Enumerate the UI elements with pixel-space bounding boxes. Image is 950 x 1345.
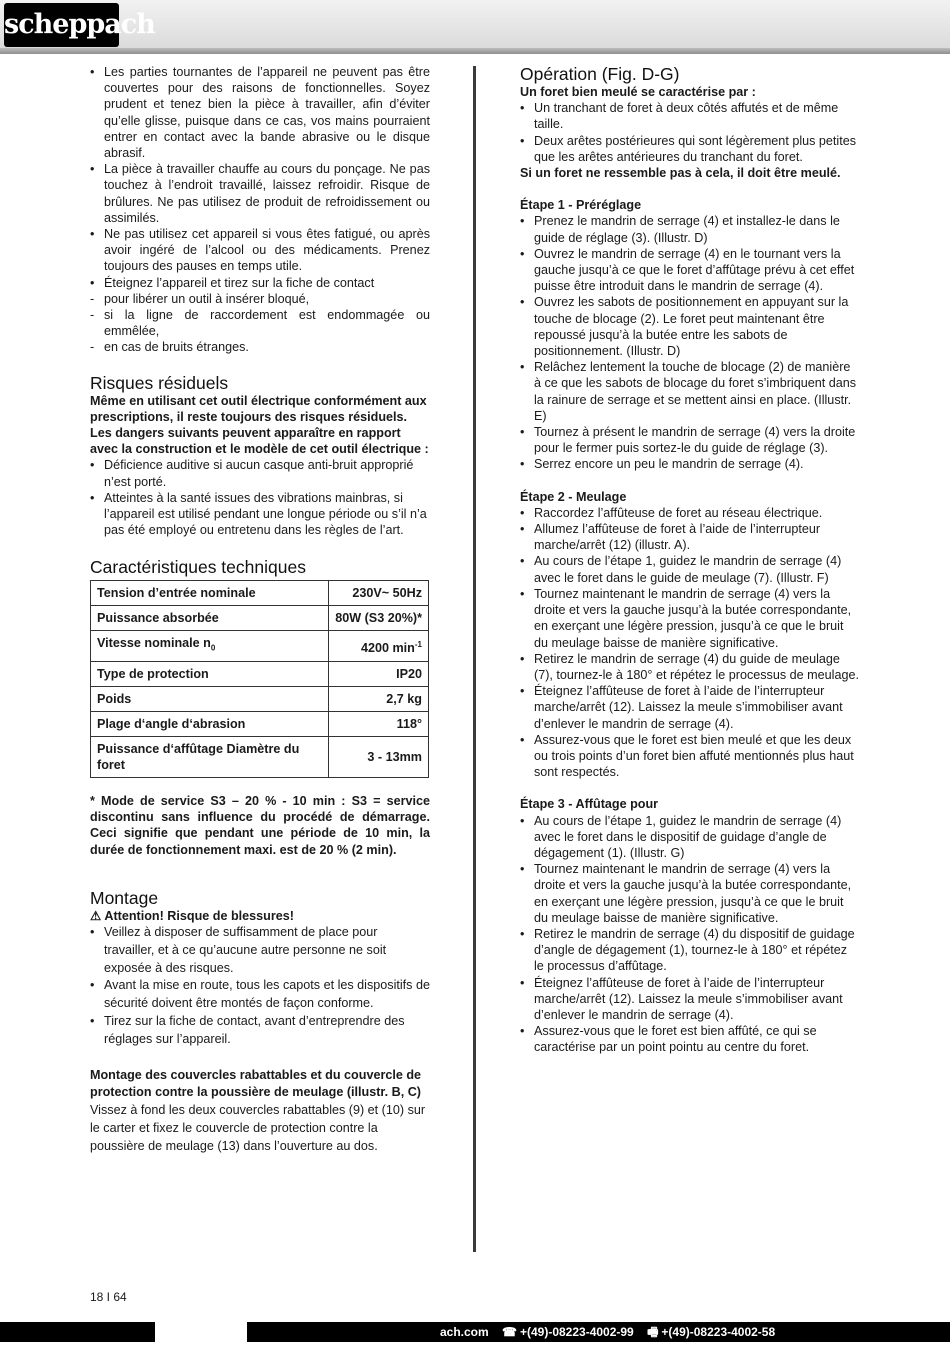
spec-value-text: 4200 min <box>360 640 415 655</box>
list-item <box>90 161 430 226</box>
spec-label-text: Puissance absorbée <box>97 611 219 626</box>
operation-list <box>520 100 860 165</box>
operation-heading: Opération (Fig. D-G) <box>520 64 680 84</box>
spec-value <box>329 631 429 662</box>
bullet-marker: • <box>520 813 525 828</box>
list-item <box>90 307 430 339</box>
spec-value <box>329 606 429 631</box>
spec-label <box>91 581 329 606</box>
list-item <box>520 456 860 472</box>
list-item <box>90 226 430 275</box>
list-item <box>520 133 860 165</box>
spec-label <box>91 662 329 687</box>
montage-subheading: Montage des couvercles rabattables et du couvercle de protection contre la poussière de meulage (illustr. B, C) <box>90 1067 422 1100</box>
bullet-marker: • <box>520 133 525 148</box>
step-list <box>520 213 860 472</box>
list-item-text: Prenez le mandrin de serrage (4) et installez-le dans le guide de réglage (3). (Illustr. D) <box>534 214 840 245</box>
bullet-marker: • <box>520 651 525 666</box>
list-item-text: Serrez encore un peu le mandrin de serrage (4). <box>534 457 804 472</box>
step-heading: Étape 2 - Meulage <box>520 489 627 504</box>
list-item-text: Avant la mise en route, tous les capots et les dispositifs de sécurité doivent être montés de façon conforme. <box>104 978 430 1011</box>
spec-value <box>329 662 429 687</box>
spec-row <box>91 712 429 737</box>
bullet-marker: • <box>520 214 525 229</box>
bullet-marker: • <box>520 1024 525 1039</box>
bullet-marker: • <box>520 522 525 537</box>
footer-phone: +(49)-08223-4002-99 <box>519 1325 634 1339</box>
list-item-text: Veillez à disposer de suffisamment de place pour travailler, et à ce qu’aucune autre personne ne soit exposée à des risques. <box>104 925 387 975</box>
specs-table <box>90 580 429 778</box>
bullet-marker: • <box>520 295 525 310</box>
bullet-marker: • <box>90 978 95 993</box>
spec-label-text: Plage d‘angle d‘abrasion <box>97 717 246 731</box>
residual-risks-intro: Même en utilisant cet outil électrique conformément aux prescriptions, il reste toujours des risques résiduels. Les dangers suivants peuvent apparaître en rapport avec la construction et le modèle de cet outil électrique : <box>90 393 429 457</box>
list-item-text: Les parties tournantes de l’appareil ne peuvent pas être couvertes pour des raisons de fonctionnelles. Soyez prudent et tenez bien la pièce à travailler, afin d’éviter qu’elle glisse, puisque dans ce cas, vos mains pourraient entrer en contact avec la bande abrasive ou le disque abrasif. <box>104 65 430 161</box>
list-item <box>90 457 430 489</box>
step-heading: Étape 3 - Affûtage pour <box>520 797 659 812</box>
brand-logo: scheppach <box>4 3 119 47</box>
spec-value-text: 230V~ 50Hz <box>352 586 422 601</box>
list-item-text: si la ligne de raccordement est endommagée ou emmêlée, <box>104 308 430 339</box>
list-item <box>520 294 860 359</box>
list-item <box>520 1023 860 1055</box>
dash-marker: - <box>90 291 95 306</box>
list-item-text: Relâchez lentement la touche de blocage (2) de manière à ce que les sabots de blocage du foret s’imbriquent dans la rainure de serrage et se mettent ainsi en place. (Illustr. E) <box>534 360 857 423</box>
list-item <box>520 100 860 132</box>
spec-label-text: Poids <box>97 692 132 706</box>
bullet-marker: • <box>520 554 525 569</box>
spec-row <box>91 687 429 712</box>
bullet-marker: • <box>90 162 95 177</box>
list-item-text: Atteintes à la santé issues des vibrations mainbras, si l’appareil est utilisé pendant une longue période ou s’il n’a pas été employé ou entretenu dans les règles de l’art. <box>104 490 427 538</box>
column-divider <box>473 66 476 1252</box>
list-item <box>90 924 430 977</box>
list-item-text: en cas de bruits étranges. <box>104 340 249 355</box>
page-number: 18 I 64 <box>90 1290 127 1304</box>
bullet-marker: • <box>520 862 525 877</box>
spec-row <box>91 606 429 631</box>
bullet-marker: • <box>520 505 525 520</box>
list-item-text: Au cours de l’étape 1, guidez le mandrin de serrage (4) avec le foret dans le dispositif de guidage d’angle de dégagement (1). (Illustr. G) <box>534 813 842 860</box>
bullet-marker: • <box>520 101 525 116</box>
bullet-marker: • <box>520 360 525 375</box>
spec-label <box>91 606 329 631</box>
spec-value-superscript: -1 <box>414 639 422 649</box>
list-item-text: Tournez maintenant le mandrin de serrage (4) vers la droite et vers la gauche jusqu’à la butée correspondante, en exerçant une légère pression, jusqu’à ce que le bruit du meulage baisse de manière significative. <box>534 586 852 650</box>
list-item-text: Éteignez l’affûteuse de foret à l’aide de l’interrupteur marche/arrêt (12). Laissez la meule s’immobiliser avant d’enlever le mandrin de serrage (4). <box>534 975 843 1022</box>
page-header <box>0 0 950 52</box>
specs-footnote: * Mode de service S3 – 20 % - 10 min : S3 = service discontinu sans influence du procédé de démarrage. Ceci signifie que pendant une période de 10 min, la durée de fonctionnement maxi. est de 20 % (2 min). <box>90 794 430 857</box>
spec-label-subscript: 0 <box>210 644 216 653</box>
spec-row <box>91 662 429 687</box>
bullet-marker: • <box>90 275 95 290</box>
spec-row <box>91 737 429 778</box>
spec-row <box>91 581 429 606</box>
bullet-marker: • <box>520 926 525 941</box>
montage-warning <box>90 908 430 924</box>
spec-value <box>329 712 429 737</box>
header-rule <box>0 48 950 54</box>
step-list <box>520 505 860 780</box>
spec-label-text: Type de protection <box>97 667 209 681</box>
bullet-marker: • <box>90 925 95 940</box>
list-item <box>520 732 860 781</box>
list-item-text: Ne pas utilisez cet appareil si vous êtes fatigué, ou après avoir ingéré de l’alcool ou des médicaments. Prenez toujours des pauses en temps utile. <box>104 227 430 274</box>
list-item <box>520 861 860 926</box>
list-item <box>520 213 860 245</box>
operation-note: Si un foret ne ressemble pas à cela, il doit être meulé. <box>520 166 841 181</box>
dash-marker: - <box>90 308 95 323</box>
bullet-marker: • <box>520 586 525 601</box>
specs-heading: Caractéristiques techniques <box>90 557 306 578</box>
list-item <box>90 490 430 539</box>
list-item-text: Retirez le mandrin de serrage (4) du guide de meulage (7), tournez-le à 180° et répétez le processus de meulage. <box>534 651 859 682</box>
footer-contact <box>440 1322 785 1342</box>
spec-label-text: Tension d’entrée nominale <box>97 586 256 601</box>
list-item-text: Retirez le mandrin de serrage (4) du dispositif de guidage d’angle de dégagement (1), tournez-le à 180° et répétez le processus d’affûtage. <box>534 926 855 974</box>
warning-text: Attention! Risque de blessures! <box>104 908 294 923</box>
bullet-marker: • <box>90 1014 95 1028</box>
list-item-text: Ouvrez le mandrin de serrage (4) en le tournant vers la gauche jusqu’à ce que le foret d’affûtage prévu à cet effet puisse être introduit dans le mandrin de serrage (4). <box>534 246 855 294</box>
list-item <box>90 339 430 355</box>
list-item-text: La pièce à travailler chauffe au cours du ponçage. Ne pas touchez à l’endroit travaillé, laissez refroidir. Risque de brûlures. Ne pas utilisez de produit de refroidissement ou assimilés. <box>104 162 430 225</box>
spec-value <box>329 581 429 606</box>
montage-list <box>90 924 430 1049</box>
step-list <box>520 813 860 1056</box>
list-item-text: Déficience auditive si aucun casque anti-bruit approprié n’est porté. <box>104 458 414 489</box>
list-item <box>520 975 860 1024</box>
footer-gap <box>155 1322 247 1342</box>
phone-icon: ☎ <box>502 1325 517 1339</box>
left-column <box>90 64 430 1156</box>
montage-heading: Montage <box>90 887 159 908</box>
right-column <box>520 64 860 1056</box>
dash-marker: - <box>90 340 95 355</box>
list-item <box>520 521 860 553</box>
bullet-marker: • <box>520 457 525 472</box>
spec-label-text: Vitesse nominale n <box>97 636 211 651</box>
fax-icon: 🖷 <box>647 1325 659 1339</box>
list-item <box>90 275 430 291</box>
list-item <box>520 246 860 295</box>
warning-icon: ⚠ <box>90 908 102 923</box>
spec-value-text: 118° <box>396 717 422 731</box>
list-item-text: Tournez maintenant le mandrin de serrage (4) vers la droite et vers la gauche jusqu’à la butée correspondante, en exerçant une légère pression, jusqu’à ce que le bruit du meulage baisse de manière significative. <box>534 862 852 925</box>
list-item <box>90 291 430 307</box>
list-item <box>90 64 430 161</box>
spec-value <box>329 687 429 712</box>
spec-label <box>91 712 329 737</box>
list-item <box>90 1013 430 1049</box>
footer-web[interactable]: ach.com <box>440 1325 489 1339</box>
residual-risks-heading: Risques résiduels <box>90 372 229 393</box>
list-item-text: Assurez-vous que le foret est bien meulé et que les deux ou trois points d’un foret bien affuté mentionnés plus haut sont respectés. <box>534 732 854 780</box>
spec-row <box>91 631 429 662</box>
bullet-marker: • <box>520 425 525 440</box>
list-item-text: pour libérer un outil à insérer bloqué, <box>104 291 310 306</box>
list-item-text: Allumez l’affûteuse de foret à l’aide de l’interrupteur marche/arrêt (12) (illustr. A). <box>534 522 821 553</box>
bullet-marker: • <box>90 490 95 505</box>
bullet-marker: • <box>520 684 525 699</box>
montage-body: Vissez à fond les deux couvercles rabattables (9) et (10) sur le carter et fixez le couvercle de protection contre la poussière de meulage (13) dans l’ouverture au dos. <box>90 1103 426 1153</box>
spec-label <box>91 631 329 662</box>
residual-risks-list <box>90 457 430 538</box>
bullet-marker: • <box>520 975 525 990</box>
spec-value-text: 2,7 kg <box>386 692 422 706</box>
list-item <box>90 977 430 1013</box>
list-item <box>520 651 860 683</box>
spec-label <box>91 737 329 778</box>
footer-fax: +(49)-08223-4002-58 <box>661 1325 776 1339</box>
list-item-text: Tournez à présent le mandrin de serrage (4) vers la droite pour le fermer puis sortez-le du guide de réglage (3). <box>534 425 856 456</box>
list-item-text: Éteignez l’appareil et tirez sur la fiche de contact <box>104 275 375 290</box>
list-item <box>520 683 860 732</box>
spec-value-text: 3 - 13mm <box>367 750 422 764</box>
list-item <box>520 505 860 521</box>
spec-value <box>329 737 429 778</box>
list-item-text: Assurez-vous que le foret est bien affûté, ce qui se caractérise par un point pointu au centre du foret. <box>534 1024 817 1055</box>
list-item-text: Au cours de l’étape 1, guidez le mandrin de serrage (4) avec le foret dans le guide de meulage (7). (Illustr. F) <box>534 554 842 585</box>
list-item <box>520 424 860 456</box>
list-item-text: Ouvrez les sabots de positionnement en appuyant sur la touche de blocage (2). Le foret peut maintenant être repoussé jusqu’à la butée entre les sabots de positionnement. (Illustr. D) <box>534 295 849 359</box>
list-item <box>520 586 860 651</box>
operation-subtitle: Un foret bien meulé se caractérise par : <box>520 85 756 99</box>
bullet-marker: • <box>520 246 525 261</box>
bullet-marker: • <box>90 65 95 79</box>
safety-list <box>90 64 430 356</box>
spec-value-text: IP20 <box>396 667 422 681</box>
list-item-text: Deux arêtes postérieures qui sont légèrement plus petites que les arêtes antérieures du tranchant du foret. <box>534 133 857 164</box>
step-heading: Étape 1 - Préréglage <box>520 198 642 213</box>
bullet-marker: • <box>90 458 95 473</box>
list-item-text: Raccordez l’affûteuse de foret au réseau électrique. <box>534 505 823 520</box>
spec-label <box>91 687 329 712</box>
spec-value-text: 80W (S3 20%)* <box>335 611 422 626</box>
list-item <box>520 359 860 424</box>
steps-container <box>520 197 860 1055</box>
bullet-marker: • <box>520 732 525 747</box>
bullet-marker: • <box>90 227 95 242</box>
list-item-text: Éteignez l’affûteuse de foret à l’aide de l’interrupteur marche/arrêt (12). Laissez la meule s’immobiliser avant d’enlever le mandrin de serrage (4). <box>534 684 843 731</box>
list-item <box>520 553 860 585</box>
list-item <box>520 813 860 862</box>
list-item-text: Un tranchant de foret à deux côtés affutés et de même taille. <box>534 101 839 132</box>
spec-label-text: Puissance d‘affûtage Diamètre du foret <box>97 742 300 772</box>
list-item <box>520 926 860 975</box>
list-item-text: Tirez sur la fiche de contact, avant d’entreprendre des réglages sur l’appareil. <box>104 1014 405 1046</box>
